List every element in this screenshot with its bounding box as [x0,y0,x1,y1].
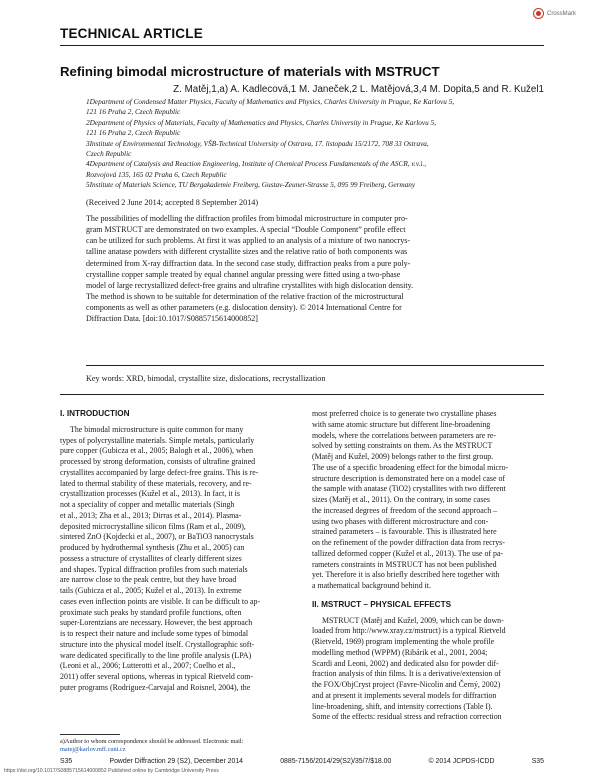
footnote [60,738,292,754]
body-line: on the refinement of the powder diffraction data from recrys- [312,538,505,547]
doi-link[interactable]: https://doi.org/10.1017/S0885715614000852 Published online by Cambridge University Press [4,768,219,774]
body-line: Scardi and Leoni, 2002) and dedicated also for powder dif- [312,658,499,668]
body-line: types of polycrystalline materials. Simple metals, particularly [60,435,255,445]
abstract-line: talline anatase powders with different crystallite sizes and the relative ratio of both components was [86,247,408,257]
body-line: crystallization processes (Kužel et al., 2013). In fact, it is [60,489,240,499]
affiliation-line: 121 16 Praha 2, Czech Republic [86,108,181,117]
body-line: line-broadening, shift, and intensity corrections (Table I). [312,701,493,711]
body-line: most preferred choice is to generate two crystalline phases [312,409,497,418]
body-line: The bimodal microstructure is quite common for many [70,424,244,434]
abstract-rule [86,365,544,366]
body-line: 2011) offer several options, whereas in typical Rietveld com- [60,672,254,681]
body-line: super-Lorentzians are necessary. However, the best approach [60,618,253,628]
abstract-line: model of large recrystallized defect-free grains and ultrafine crystallites with high dislocation density. [86,280,414,290]
author-list: Z. Matěj,1,a) A. Kadlecová,1 M. Janeček,2 L. Matějová,3,4 M. Dopita,5 and R. Kužel1 [173,84,544,95]
keywords: Key words: XRD, bimodal, crystallite size, dislocations, recrystallization [86,374,326,383]
article-title: Refining bimodal microstructure of materials with MSTRUCT [60,64,440,79]
issn: 0885-7156/2014/29(S2)/35/7/$18.00 [280,758,392,765]
section-label: TECHNICAL ARTICLE [60,26,203,41]
body-line: tails (Gubicza et al., 2005; Kužel et al., 2013). In extreme [60,586,242,595]
body-line: (Rietveld, 1969) program implementing the whole profile [312,637,495,646]
body-line: MSTRUCT (Matěj and Kužel, 2009, which can be down- [322,615,504,625]
body-line: structure description is demonstrated here on a model case of [312,473,506,483]
affiliation-line: Czech Republic [86,150,132,159]
body-line: using two phases with different microstructure and con- [312,516,489,526]
body-line: the FOX/ObjCryst project (Favre-Nicolin and Černý, 2002) [312,680,501,689]
abstract-line: The possibilities of modelling the diffraction profiles from bimodal microstructure in computer pro- [86,214,408,223]
body-line: yet. Therefore it is also briefly described here together with [312,570,500,580]
body-line: puter programs (Rodriguez-Carvajal and Roisnel, 2004), the [60,682,251,692]
body-line: models, where the correlations between parameters are re- [312,430,497,440]
crossmark-label: CrossMark [546,10,576,17]
abstract-line: The method is shown to be suitable for determination of the relative fraction of the microstructural [86,292,404,302]
body-line: sintered ZnO (Kojdecki et al., 2007), or BaTiO3 nanocrystals [60,532,254,542]
body-line: processed by strong deformation, consists of ultrafine grained [60,457,256,466]
body-line: deposited microcrystalline silicon films (Ram et al., 2009), [60,521,246,531]
page-number-left: S35 [60,758,73,765]
body-line: rameters constraints in MSTRUCT has not been published [312,559,497,569]
received-dates: (Received 2 June 2014; accepted 8 September 2014) [86,198,259,207]
body-line: the increased degrees of freedom of the second approach – [312,505,498,515]
body-line: (Leoni et al., 2006; Lutterotti et al., 2007; Coelho et al., [60,661,236,671]
body-line-with-link[interactable]: loaded from http://www.xray.cz/mstruct) is a typical Rietveld [312,626,506,636]
body-line: sizes (Matěj et al., 2011). On the contrary, in some cases [312,495,490,504]
body-line: crystallites accompanied by large defect-free grains. This is re- [60,467,259,477]
body-line: Some of the effects: residual stress and refraction correction [312,712,502,722]
copyright: © 2014 JCPDS-ICDD [428,758,495,765]
body-line: ware dedicated specifically to the line profile analysis (LPA) [60,650,252,660]
body-line: a mathematical background behind it. [312,581,431,590]
body-line: solved by setting constraints on them. As the MSTRUCT [312,441,493,451]
abstract-line: components as well as other parameters (e.g. dislocation density). © 2014 International Centre for [86,303,402,313]
affiliation-line: 4Department of Catalysis and Reaction Engineering, Institute of Chemical Process Fundamentals of the ASCR, v.v.i., [86,160,427,169]
body-line: fraction analysis of thin films. It is a derivative/extension of [312,669,501,679]
crossmark-badge[interactable] [533,8,576,19]
body-line: possess a structure of crystallites of clearly different sizes [60,553,242,563]
body-line: with same atomic structure but different line-broadening [312,419,491,429]
footnote-email-link[interactable]: matej@karlov.mff.cuni.cz [60,746,126,754]
body-line: The use of a specific broadening effect for the bimodal micro- [312,462,509,472]
body-line: produced by hydrothermal synthesis (Zhu et al., 2005) can [60,543,245,552]
affiliations [86,97,544,191]
body-line: tallized deformed copper (Kužel et al., 2013). The use of pa- [312,548,504,558]
abstract-line: crystalline copper sample treated by equal channel angular pressing were fitted using a two-phase [86,269,401,279]
footnote-line: a)Author to whom correspondence should be addressed. Electronic mail: [60,738,244,745]
section-heading-mstruct: II. MSTRUCT – PHYSICAL EFFECTS [312,599,452,609]
abstract-line: can be utilized for such problems. At first it was applied to an analysis of a mixture of two nanocrys- [86,236,411,246]
footnote-rule [60,734,120,735]
body-line: lated to thermal stability of these materials, recovery, and re- [60,478,252,488]
body-line: et al., 2013; Zha et al., 2013; Dirras et al., 2014). Plasma- [60,510,242,520]
body-line: pure copper (Gubicza et al., 2005; Balogh et al., 2006), when [60,446,254,456]
body-line: are narrow close to the peak centre, but they have broad [60,575,237,585]
affiliation-line: 121 16 Praha 2, Czech Republic [86,129,181,138]
body-line: and shapes. Typical diffraction profiles from such materials [60,564,248,574]
header-rule [60,45,544,46]
section-heading-introduction: I. INTRODUCTION [60,409,130,418]
body-line: the sample with anatase (TiO2) crystallites with two different [312,484,506,494]
body-line: modelling method (WPPM) (Ribárik et al., 2001, 2004; [312,647,488,657]
crossmark-icon [533,8,544,19]
right-column [312,409,544,723]
abstract [86,213,544,325]
body-line: is to respect their nature and include some types of bimodal [60,629,249,638]
abstract-line: determined from X-ray diffraction data. In the second case study, diffraction peaks from a pure poly- [86,258,411,268]
body-line: proximate such peaks by standard profile functions, often [60,607,242,617]
body-line: (Matěj and Kužel, 2009) belongs rather to the first group. [312,452,494,461]
abstract-line: Diffraction Data. [doi:10.1017/S0885715614000852] [86,314,258,324]
left-column [60,409,292,694]
body-line: cases even inflection points are visible. It can be difficult to ap- [60,596,261,606]
page-footer [60,758,544,765]
body-line: structure into the physical model itself. Crystallographic soft- [60,639,255,649]
body-line: and at present it implements several models for diffraction [312,690,497,700]
page-number-right: S35 [531,758,544,765]
affiliation-line: 1Department of Condensed Matter Physics, Faculty of Mathematics and Physics, Charles University in Prague, Ke Karlovu 5, [86,98,455,106]
affiliation-line: 3Institute of Environmental Technology, VŠB-Technical University of Ostrava, 17. listopadu 15/2172, 708 33 Ostrava, [86,139,429,148]
body-line: strained parameters – is favourable. This is illustrated here [312,527,497,537]
affiliation-line: 2Department of Physics of Materials, Faculty of Mathematics and Physics, Charles University in Prague, Ke Karlovu 5, [86,118,436,127]
journal-issue: Powder Diffraction 29 (S2), December 2014 [109,758,244,765]
keywords-rule [60,394,544,395]
abstract-line: gram MSTRUCT are demonstrated on two examples. A special “Double Component” profile effect [86,225,406,235]
affiliation-line: 5Institute of Materials Science, TU Bergakademie Freiberg, Gustav-Zeuner-Strasse 5, 095 99 Freiberg, Germany [86,181,416,190]
affiliation-line: Rozvojová 135, 165 02 Praha 6, Czech Republic [86,170,227,179]
body-line: not a speciality of copper and metallic materials (Singh [60,500,235,509]
